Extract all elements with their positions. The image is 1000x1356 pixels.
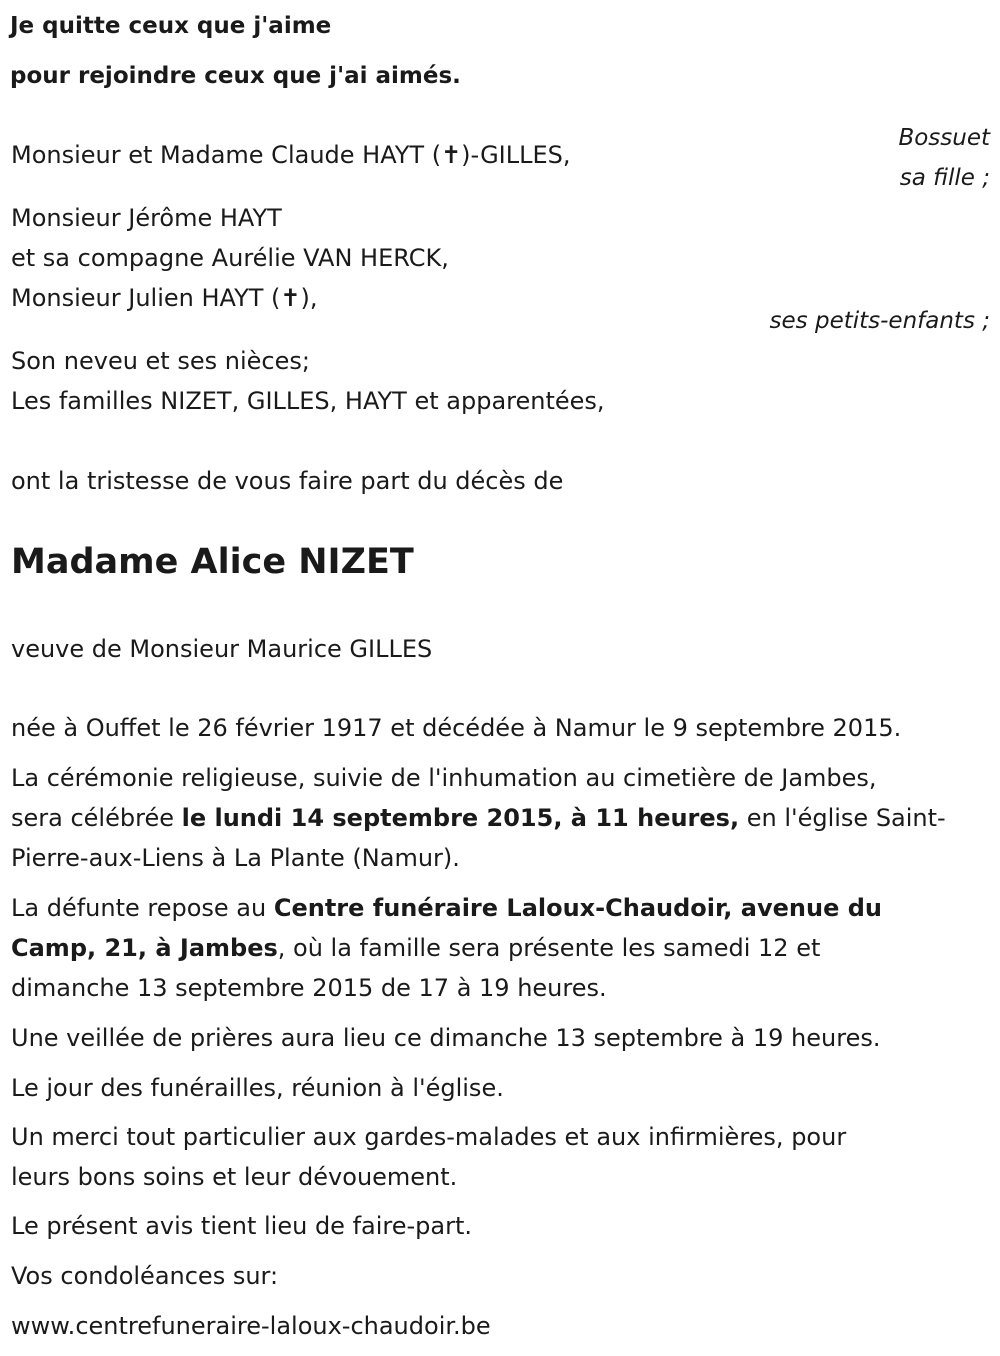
rest-visit-info: , où la famille sera présente les samedi 12 et <box>277 934 821 962</box>
family-grandchild-1-partner: et sa compagne Aurélie VAN HERCK, <box>11 244 449 272</box>
ceremony-line-3: Pierre-aux-Liens à La Plante (Namur). <box>11 844 460 872</box>
rest-intro: La défunte repose au <box>11 894 274 922</box>
ceremony-date: le lundi 14 septembre 2015, à 11 heures, <box>181 804 740 832</box>
family-grandchild-1: Monsieur Jérôme HAYT <box>11 204 282 232</box>
ceremony-line-1: La cérémonie religieuse, suivie de l'inhumation au cimetière de Jambes, <box>11 764 877 792</box>
announcement-text: ont la tristesse de vous faire part du décès de <box>11 467 564 495</box>
grandchildren-role: ses petits-enfants ; <box>769 308 990 334</box>
family-daughter: Monsieur et Madame Claude HAYT (✝)-GILLES, <box>11 141 571 169</box>
thanks-line-2: leurs bons soins et leur dévouement. <box>11 1163 458 1191</box>
family-grandchild-2: Monsieur Julien HAYT (✝), <box>11 284 318 312</box>
family-nephews: Son neveu et ses nièces; <box>11 347 310 375</box>
funeral-center-name: Centre funéraire Laloux-Chaudoir, avenue du <box>273 894 882 922</box>
condolences-label: Vos condoléances sur: <box>11 1262 279 1290</box>
deceased-dates: née à Ouffet le 26 février 1917 et décédée à Namur le 9 septembre 2015. <box>11 714 902 742</box>
epigraph-line-1: Je quitte ceux que j'aime <box>10 13 332 39</box>
deceased-name: Madame Alice NIZET <box>11 542 414 582</box>
meeting-text: Le jour des funérailles, réunion à l'église. <box>11 1074 504 1102</box>
thanks-line-1: Un merci tout particulier aux gardes-malades et aux infirmières, pour <box>11 1123 847 1151</box>
ceremony-line-2 <box>11 798 946 838</box>
vigil-text: Une veillée de prières aura lieu ce dimanche 13 septembre à 19 heures. <box>11 1024 881 1052</box>
condolences-url: www.centrefuneraire-laloux-chaudoir.be <box>11 1312 491 1340</box>
rest-line-1 <box>11 888 882 928</box>
funeral-center-address: Camp, 21, à Jambes <box>11 934 278 962</box>
ceremony-location-start: en l'église Saint- <box>739 804 946 832</box>
daughter-role: sa fille ; <box>899 165 990 191</box>
deceased-spouse: veuve de Monsieur Maurice GILLES <box>11 635 433 663</box>
daughter-place: Bossuet <box>898 125 990 151</box>
epigraph-line-2: pour rejoindre ceux que j'ai aimés. <box>10 63 461 89</box>
family-relatives: Les familles NIZET, GILLES, HAYT et apparentées, <box>11 387 605 415</box>
notice-text: Le présent avis tient lieu de faire-part. <box>11 1212 473 1240</box>
rest-line-3: dimanche 13 septembre 2015 de 17 à 19 heures. <box>11 974 607 1002</box>
ceremony-intro: sera célébrée <box>11 804 182 832</box>
rest-line-2 <box>11 928 820 968</box>
